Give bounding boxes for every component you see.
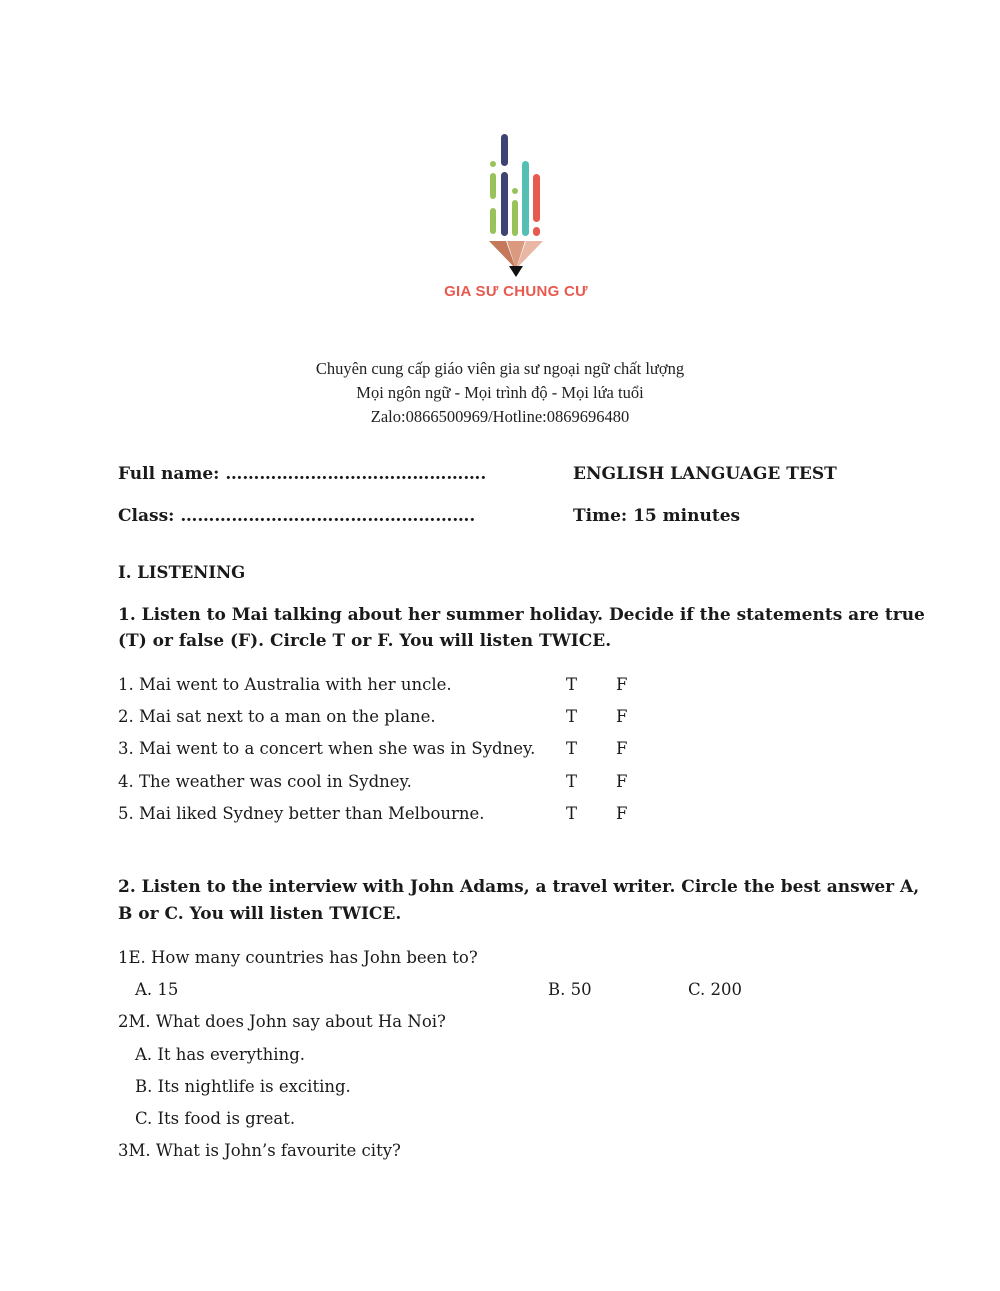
logo-bar xyxy=(490,173,496,199)
tagline-line-3: Zalo:0866500969/Hotline:0869696480 xyxy=(370,407,630,426)
logo-bar xyxy=(522,161,529,236)
question: 1E. How many countries has John been to? xyxy=(118,948,478,967)
logo-bar xyxy=(512,188,518,194)
answer-option-b[interactable]: B. Its nightlife is exciting. xyxy=(135,1077,351,1096)
pencil-logo-icon xyxy=(474,128,558,280)
logo-bar xyxy=(490,208,496,234)
answer-option-a[interactable]: A. It has everything. xyxy=(135,1045,306,1064)
logo-bar xyxy=(501,172,508,236)
false-option[interactable]: F xyxy=(616,707,628,726)
part2-instruction: 2. Listen to the interview with John Adams, a travel writer. Circle the best answer A, xyxy=(118,877,920,897)
test-time: Time: 15 minutes xyxy=(573,506,741,526)
statement: 1. Mai went to Australia with her uncle. xyxy=(118,675,452,694)
full-name-field: Full name: ………………………………………. xyxy=(118,464,487,484)
false-option[interactable]: F xyxy=(616,739,628,758)
logo-bar xyxy=(490,161,496,167)
false-option[interactable]: F xyxy=(616,772,628,791)
false-option[interactable]: F xyxy=(616,804,628,823)
true-option[interactable]: T xyxy=(566,804,578,823)
logo-bar xyxy=(533,227,540,236)
brand-name: GIA SƯ CHUNG CƯ xyxy=(444,283,588,300)
tagline-line-1: Chuyên cung cấp giáo viên gia sư ngoại ngữ chất lượng xyxy=(315,359,685,378)
logo-tip xyxy=(509,266,523,277)
statement: 2. Mai sat next to a man on the plane. xyxy=(118,707,436,726)
answer-option-a[interactable]: A. 15 xyxy=(135,980,179,999)
true-option[interactable]: T xyxy=(566,772,578,791)
section-heading: I. LISTENING xyxy=(118,563,246,582)
question: 2M. What does John say about Ha Noi? xyxy=(118,1012,446,1031)
question: 3M. What is John’s favourite city? xyxy=(118,1141,401,1160)
test-title: ENGLISH LANGUAGE TEST xyxy=(573,464,837,484)
logo-bar xyxy=(501,134,508,166)
true-option[interactable]: T xyxy=(566,675,578,694)
statement: 4. The weather was cool in Sydney. xyxy=(118,772,412,791)
part1-instruction: (T) or false (F). Circle T or F. You will listen TWICE. xyxy=(118,631,612,651)
logo-bar xyxy=(512,200,518,236)
tagline-line-2: Mọi ngôn ngữ - Mọi trình độ - Mọi lứa tuổi xyxy=(356,383,644,402)
answer-option-b[interactable]: B. 50 xyxy=(548,980,592,999)
answer-option-c[interactable]: C. 200 xyxy=(688,980,743,999)
statement: 5. Mai liked Sydney better than Melbourne. xyxy=(118,804,485,823)
class-field: Class: ……………………………………………. xyxy=(118,506,476,526)
true-option[interactable]: T xyxy=(566,739,578,758)
true-option[interactable]: T xyxy=(566,707,578,726)
false-option[interactable]: F xyxy=(616,675,628,694)
logo-bar xyxy=(533,174,540,222)
part2-instruction: B or C. You will listen TWICE. xyxy=(118,904,402,924)
statement: 3. Mai went to a concert when she was in Sydney. xyxy=(118,739,536,758)
part1-instruction: 1. Listen to Mai talking about her summer holiday. Decide if the statements are true xyxy=(118,605,925,625)
answer-option-c[interactable]: C. Its food is great. xyxy=(135,1109,296,1128)
